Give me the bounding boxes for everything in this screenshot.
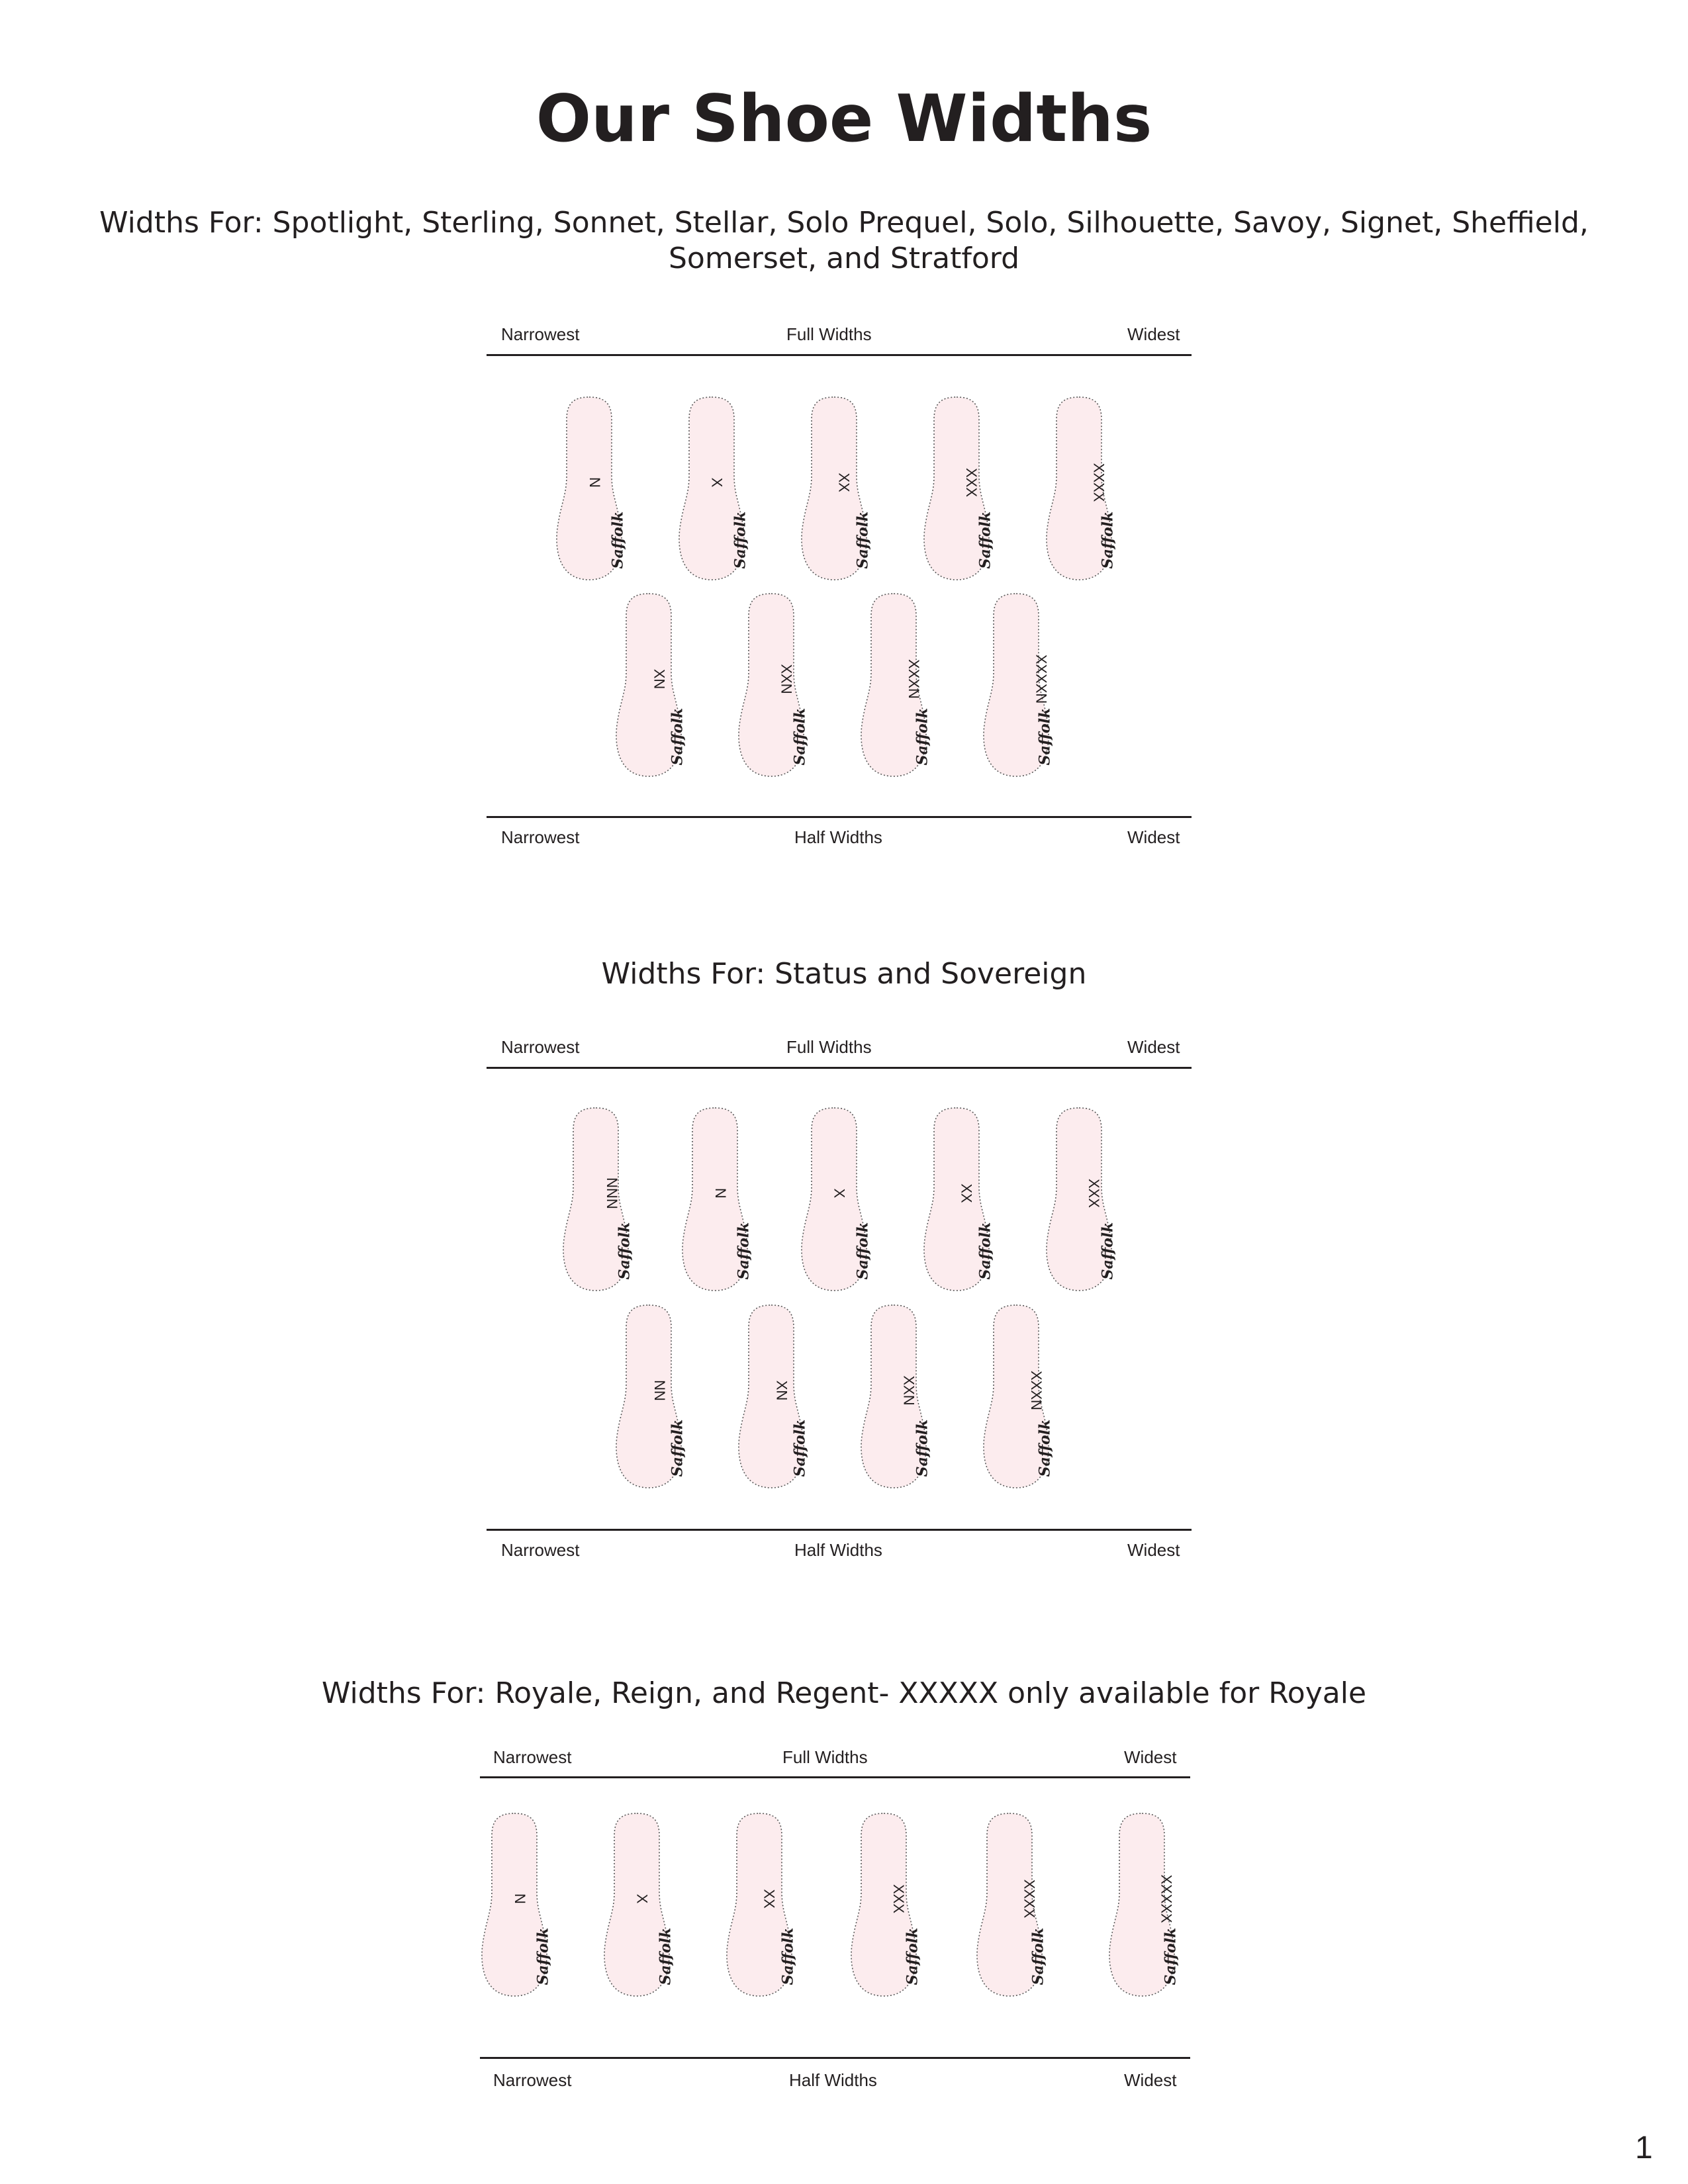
- insole-n: [682, 1107, 753, 1292]
- insole-n: [556, 396, 627, 581]
- brand-logo: Saffolk: [854, 1222, 872, 1280]
- insole-x: [604, 1812, 675, 1997]
- section-2-full-narrowest-label: Narrowest: [501, 1037, 580, 1057]
- section-2-bottom-rule: [487, 1529, 1192, 1531]
- section-3-full-narrowest-label: Narrowest: [493, 1747, 572, 1767]
- brand-logo: Saffolk: [779, 1927, 797, 1985]
- width-size-label: XXN: [900, 1375, 917, 1406]
- section-3-half-widths-label: Half Widths: [789, 2070, 877, 2090]
- brand-logo: Saffolk: [1036, 707, 1054, 766]
- brand-logo: Saffolk: [1029, 1927, 1047, 1985]
- width-size-label: XXX: [1086, 1178, 1103, 1208]
- insole-xxxn: [861, 592, 931, 778]
- section-2-half-narrowest-label: Narrowest: [501, 1540, 580, 1560]
- width-size-label: X: [633, 1893, 651, 1904]
- brand-logo: Saffolk: [609, 511, 627, 569]
- insole-nn: [616, 1304, 686, 1489]
- brand-logo: Saffolk: [791, 707, 809, 766]
- insole-xxx: [1046, 1107, 1117, 1292]
- brand-logo: Saffolk: [669, 707, 686, 766]
- insole-xxxxx: [1109, 1812, 1180, 1997]
- width-size-label: XXXX: [1021, 1879, 1038, 1919]
- insole-xxx: [851, 1812, 921, 1997]
- width-size-label: XXXX: [1090, 463, 1107, 502]
- section-3-full-widths-label: Full Widths: [782, 1747, 868, 1767]
- brand-logo: Saffolk: [534, 1927, 552, 1985]
- section-2-top-rule: [487, 1067, 1192, 1069]
- insole-xxxn: [983, 1304, 1054, 1489]
- section-3-top-rule: [480, 1776, 1190, 1778]
- page-number: 1: [1635, 2130, 1653, 2165]
- width-size-label: XXX: [963, 467, 980, 498]
- insole-xn: [616, 592, 686, 778]
- brand-logo: Saffolk: [976, 511, 994, 569]
- section-2-full-widths-label: Full Widths: [786, 1037, 872, 1057]
- brand-logo: Saffolk: [791, 1419, 809, 1477]
- insole-xxn: [861, 1304, 931, 1489]
- section-3-half-widest-label: Widest: [1124, 2070, 1177, 2090]
- insole-xx: [923, 1107, 994, 1292]
- section-1-bottom-rule: [487, 816, 1192, 818]
- insole-xxxxn: [983, 592, 1054, 778]
- width-size-label: N: [586, 477, 603, 488]
- section-3-bottom-rule: [480, 2057, 1190, 2059]
- width-size-label: XXX: [890, 1884, 908, 1914]
- width-size-label: NNN: [603, 1177, 620, 1209]
- brand-logo: Saffolk: [854, 511, 872, 569]
- brand-logo: Saffolk: [731, 511, 749, 569]
- width-size-label: XXXN: [1027, 1371, 1045, 1410]
- section-3-heading: Widths For: Royale, Reign, and Regent- XXXXX only available for Royale: [321, 1676, 1367, 1710]
- width-size-label: N: [511, 1893, 528, 1904]
- section-2-half-widths-label: Half Widths: [794, 1540, 882, 1560]
- section-2-half-widest-label: Widest: [1127, 1540, 1180, 1560]
- section-1-top-rule: [487, 354, 1192, 356]
- insole-xx: [726, 1812, 797, 1997]
- width-size-label: X: [708, 477, 726, 488]
- section-2-full-widest-label: Widest: [1127, 1037, 1180, 1057]
- section-1-full-widest-label: Widest: [1127, 324, 1180, 344]
- insole-xxxx: [1046, 396, 1117, 581]
- brand-logo: Saffolk: [914, 1419, 931, 1477]
- brand-logo: Saffolk: [657, 1927, 675, 1985]
- insole-xxn: [738, 592, 809, 778]
- brand-logo: Saffolk: [976, 1222, 994, 1280]
- insole-x: [801, 1107, 872, 1292]
- section-1-half-narrowest-label: Narrowest: [501, 827, 580, 847]
- brand-logo: Saffolk: [669, 1419, 686, 1477]
- width-size-label: XX: [835, 473, 853, 492]
- brand-logo: Saffolk: [735, 1222, 753, 1280]
- section-1-half-widths-label: Half Widths: [794, 827, 882, 847]
- brand-logo: Saffolk: [1099, 511, 1117, 569]
- width-size-label: XXXN: [905, 659, 922, 699]
- width-size-label: XXXXX: [1158, 1874, 1175, 1923]
- width-size-label: X: [831, 1188, 848, 1199]
- brand-logo: Saffolk: [904, 1927, 921, 1985]
- insole-x: [679, 396, 749, 581]
- section-3-full-widest-label: Widest: [1124, 1747, 1177, 1767]
- brand-logo: Saffolk: [914, 707, 931, 766]
- insole-n: [481, 1812, 552, 1997]
- width-size-label: XX: [761, 1889, 778, 1909]
- brand-logo: Saffolk: [1162, 1927, 1180, 1985]
- width-size-label: NN: [651, 1380, 668, 1401]
- width-size-label: XN: [773, 1380, 790, 1401]
- brand-logo: Saffolk: [1099, 1222, 1117, 1280]
- insole-xxx: [923, 396, 994, 581]
- width-size-label: XXN: [778, 664, 795, 694]
- width-size-label: XN: [651, 668, 668, 690]
- brand-logo: Saffolk: [1036, 1419, 1054, 1477]
- section-2-heading: Widths For: Status and Sovereign: [601, 957, 1087, 991]
- insole-xn: [738, 1304, 809, 1489]
- section-1-heading: Widths For: Spotlight, Sterling, Sonnet, Stellar, Solo Prequel, Solo, Silhouette, Savoy, Signet, Sheffield, Somerset, and Stratford: [99, 206, 1589, 275]
- section-1-full-narrowest-label: Narrowest: [501, 324, 580, 344]
- section-1-half-widest-label: Widest: [1127, 827, 1180, 847]
- section-3-half-narrowest-label: Narrowest: [493, 2070, 572, 2090]
- width-size-label: N: [712, 1188, 729, 1199]
- width-size-label: XXXXN: [1033, 654, 1050, 704]
- page-title: Our Shoe Widths: [536, 81, 1152, 157]
- brand-logo: Saffolk: [616, 1222, 633, 1280]
- width-size-label: XX: [958, 1183, 975, 1203]
- section-1-full-widths-label: Full Widths: [786, 324, 872, 344]
- insole-xx: [801, 396, 872, 581]
- insole-xxxx: [976, 1812, 1047, 1997]
- insole-nnn: [563, 1107, 633, 1292]
